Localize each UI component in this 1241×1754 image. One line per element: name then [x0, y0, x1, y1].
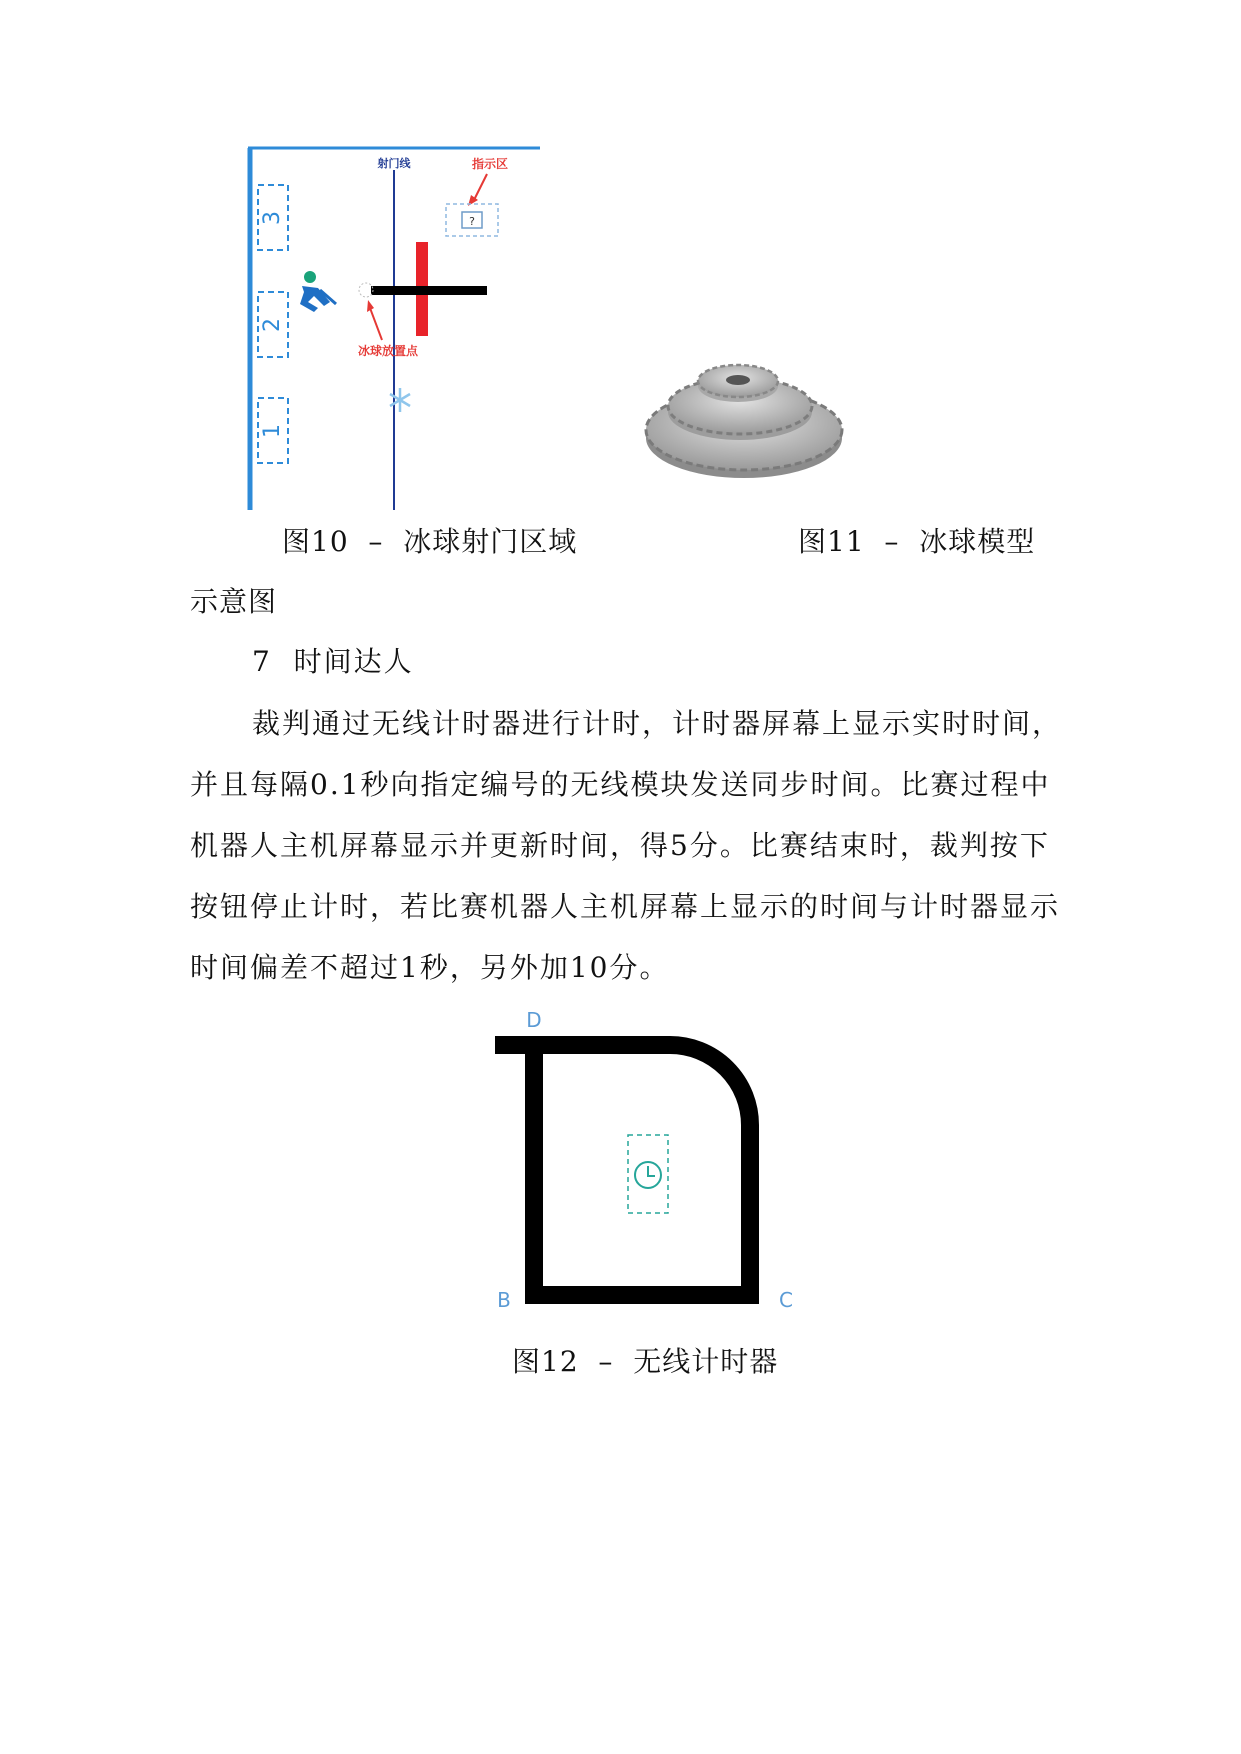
figure12-caption: 图12 – 无线计时器: [512, 1345, 779, 1378]
svg-text:?: ?: [469, 215, 475, 228]
figure10-caption-cont: 示意图: [190, 585, 278, 618]
puck-placement-point: [359, 283, 373, 297]
timer-track: [495, 1045, 750, 1295]
zone-2-label: 2: [260, 318, 285, 332]
indicator-device-icon: [462, 212, 482, 228]
indicator-label: 指示区: [471, 157, 509, 171]
clock-icon: [635, 1162, 661, 1188]
section-body: [190, 693, 1070, 998]
gear-stack-photo: [632, 360, 852, 515]
figure10-caption: 图10 – 冰球射门区域: [282, 525, 578, 558]
figure11-caption: 图11 – 冰球模型: [798, 525, 1036, 558]
hockey-player-icon: [300, 271, 336, 312]
zone-3-label: 3: [260, 211, 285, 225]
figure10-diagram: [240, 140, 560, 510]
zone-1-label: 1: [260, 424, 285, 438]
corner-label-c: C: [779, 1288, 793, 1312]
section-heading: 7 时间达人: [252, 645, 414, 678]
puck-arrow: [370, 308, 382, 340]
corner-label-d: D: [526, 1008, 542, 1032]
gear-small: [698, 365, 778, 402]
black-bar: [371, 286, 487, 295]
puck-placement-label: 冰球放置点: [357, 344, 419, 358]
shoot-line-label: 射门线: [377, 157, 411, 170]
corner-label-b: B: [497, 1288, 511, 1312]
indicator-arrow: [473, 174, 487, 202]
figure12-diagram: [490, 995, 810, 1325]
section-paragraph: 裁判通过无线计时器进行计时，计时器屏幕上显示实时时间，并且每隔0.1秒向指定编号的无线模块发送同步时间。比赛过程中机器人主机屏幕显示并更新时间，得5分。比赛结束时，裁判按下按钮停止计时，若比赛机器人主机屏幕上显示的时间与计时器显示时间偏差不超过1秒，另外加10分。: [190, 707, 1063, 984]
